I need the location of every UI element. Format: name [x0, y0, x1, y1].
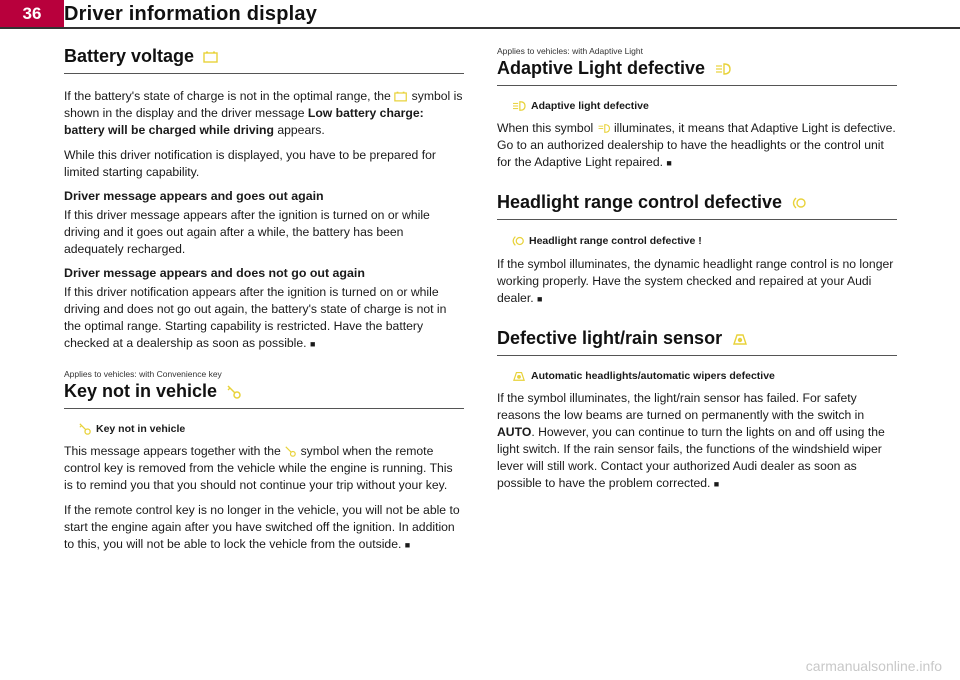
adaptive-light-icon: [714, 62, 732, 76]
end-mark: ■: [713, 479, 720, 489]
battery-icon: [394, 91, 408, 102]
headlight-range-icon: [511, 234, 525, 248]
key-paragraph-2: If the remote control key is no longer in the vehicle, you will not be able to start the engine again after you have switched off the ignition. In addition to this, you will not be able to lock the vehicle from the outside. ■: [64, 503, 460, 551]
headlight-paragraph-1: If the symbol illuminates, the dynamic headlight range control is no longer working properly. Have the system checked and repaired at your Audi dealer. ■: [497, 257, 894, 305]
left-column: [64, 46, 464, 574]
section-adaptive: [497, 46, 897, 172]
applies-key: Applies to vehicles: with Convenience key: [64, 369, 222, 379]
heading-adaptive: Adaptive Light defective: [497, 58, 897, 86]
sensor-message: Automatic headlights/automatic wipers defective: [511, 370, 897, 382]
heading-battery: Battery voltage: [64, 46, 464, 74]
light-rain-sensor-icon: [511, 370, 527, 382]
adaptive-message: Adaptive light defective: [511, 100, 897, 112]
end-mark: ■: [404, 540, 411, 550]
page-number: 36: [0, 0, 64, 27]
subheading-does-not-go-out: Driver message appears and does not go out again: [64, 266, 365, 280]
adaptive-paragraph-1: When this symbol illuminates, it means that Adaptive Light is defective. Go to an authorized dealership to have the headlights or the control unit for the Adaptive Light repaired. ■: [497, 121, 896, 169]
page-header: [0, 0, 960, 30]
section-key: [64, 369, 464, 554]
battery-paragraph-3: If this driver message appears after the ignition is turned on or while driving and it goes out again after a while, the battery has been adequately recharged.: [64, 208, 430, 256]
section-battery: [64, 46, 464, 353]
right-column: [497, 46, 897, 513]
heading-key: Key not in vehicle: [64, 381, 464, 409]
end-mark: ■: [666, 158, 672, 168]
adaptive-light-icon: [597, 123, 611, 134]
light-rain-sensor-icon: [731, 332, 749, 346]
headlight-message: Headlight range control defective !: [511, 234, 897, 248]
battery-icon: [203, 51, 219, 63]
sensor-paragraph-1: If the symbol illuminates, the light/rain sensor has failed. For safety reasons the low beams are turned on permanently with the switch in AUTO. However, you can continue to turn the lights on and off using the light switch. If the rain sensor fails, the functions of the windshield wiper lever will still work. Contact your authorized Audi dealer as soon as possible to have the problem corrected. ■: [497, 391, 885, 490]
end-mark: ■: [309, 339, 316, 349]
header-rule: [0, 27, 960, 29]
section-sensor: [497, 328, 897, 493]
heading-sensor: Defective light/rain sensor: [497, 328, 897, 356]
heading-headlight: Headlight range control defective: [497, 192, 897, 220]
battery-paragraph-2: While this driver notification is displayed, you have to be prepared for limited starting capability.: [64, 148, 436, 179]
key-icon: [226, 385, 242, 399]
watermark: carmanualsonline.info: [805, 658, 942, 674]
subheading-goes-out: Driver message appears and goes out again: [64, 189, 324, 203]
key-message: Key not in vehicle: [78, 423, 464, 435]
headlight-range-icon: [791, 195, 807, 211]
section-headlight: [497, 192, 897, 308]
key-icon: [284, 446, 297, 457]
end-mark: ■: [536, 294, 543, 304]
key-paragraph-1: This message appears together with the symbol when the remote control key is removed from the vehicle while the engine is running. This is to remind you that you should not continue your trip without your key.: [64, 444, 453, 492]
battery-paragraph-4: If this driver notification appears after the ignition is turned on or while driving and does not go out again, the battery's state of charge is not in the optimal range. Starting capability is restricted. Have the battery checked at a dealership as soon as possible. ■: [64, 285, 447, 350]
battery-paragraph-1: If the battery's state of charge is not in the optimal range, the symbol is shown in the display and the driver message Low battery charge: battery will be charged while driving appears.: [64, 89, 463, 137]
adaptive-light-icon: [511, 100, 527, 112]
key-icon: [78, 423, 92, 435]
page-title: Driver information display: [64, 3, 318, 25]
applies-adaptive: Applies to vehicles: with Adaptive Light: [497, 46, 644, 56]
